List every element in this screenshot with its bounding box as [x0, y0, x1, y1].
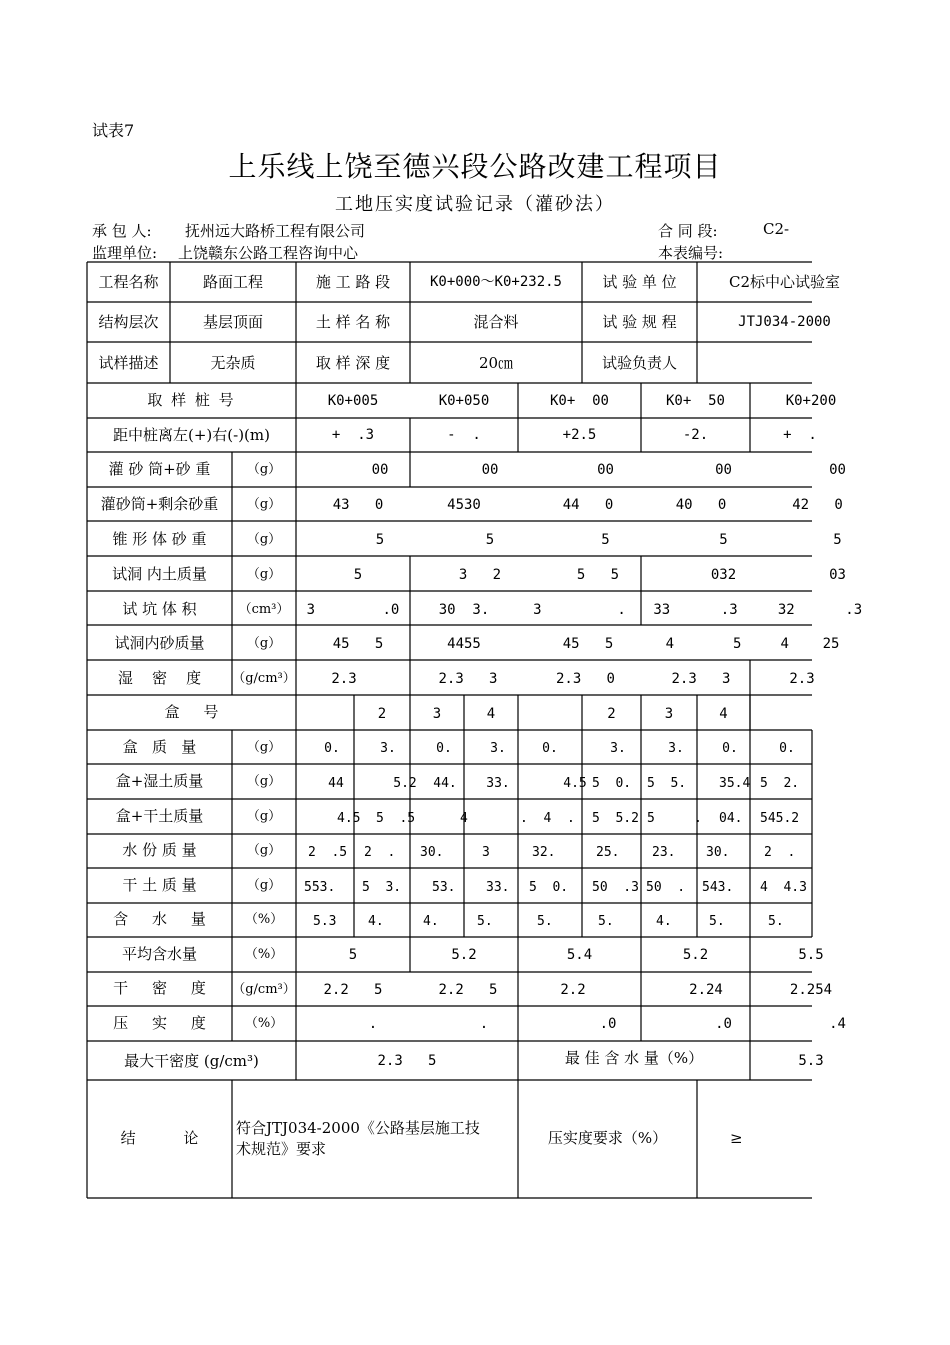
box-number: 2	[377, 706, 387, 722]
cell: 2.3 0	[555, 671, 615, 687]
row-dry-soil-unit: （g）	[246, 878, 282, 893]
cell: 5.	[537, 914, 553, 929]
layer-value: 基层顶面	[202, 313, 263, 331]
cell: 5 0.	[592, 776, 632, 791]
cell: 5.	[477, 914, 493, 929]
cell: 5	[833, 532, 842, 548]
row-wet-density-unit: （g/cm³）	[232, 671, 296, 686]
cell: 543.	[702, 880, 734, 895]
lab-label: 试 验 单 位	[602, 273, 677, 291]
cell: 5 5	[576, 567, 620, 583]
cell: 553.	[304, 880, 336, 895]
cell: 5.	[768, 914, 784, 929]
contractor-label: 承 包 人:	[92, 222, 152, 240]
depth-value: 20㎝	[478, 354, 514, 372]
form-id-label: 本表编号:	[658, 244, 724, 262]
cell: 00	[829, 462, 846, 478]
cell: 3 .	[533, 602, 626, 618]
compaction-req-label: 压实度要求（%）	[547, 1129, 668, 1147]
cell: 0.	[324, 741, 340, 756]
offset-4: -2.	[682, 427, 709, 443]
row-box-mass-label: 盒 质 量	[122, 738, 197, 756]
opt-moisture-label: 最 佳 含 水 量（%）	[564, 1049, 704, 1067]
row-avg-moisture-label: 平均含水量	[121, 945, 197, 963]
cell: 2.3	[331, 671, 357, 687]
cell: 5	[375, 532, 385, 548]
cell: 2.24	[689, 982, 723, 998]
cell: 42 0	[792, 497, 843, 513]
cell: 3.	[380, 741, 396, 756]
cell: 5.2	[451, 947, 477, 963]
cell: 45 5	[562, 636, 614, 652]
cell: .4	[829, 1016, 846, 1032]
cell: 2 .	[364, 845, 396, 860]
cell: 30.	[706, 845, 730, 860]
page-title: 上乐线上饶至德兴段公路改建工程项目	[228, 150, 722, 183]
cell: 5.	[598, 914, 614, 929]
row-dry-soil-label: 干 土 质 量	[122, 876, 197, 894]
cell: 2 .	[764, 845, 796, 860]
cell: 5.2	[682, 947, 709, 963]
cell: 4 4.3	[760, 880, 807, 895]
row-dry-density-unit: （g/cm³）	[232, 982, 296, 997]
cell: 0.	[436, 741, 452, 756]
box-number-label: 盒 号	[164, 703, 219, 721]
row-box-dry-label: 盒+干土质量	[115, 807, 204, 825]
cell: . 4 .	[520, 811, 575, 826]
cell: 4.	[368, 914, 384, 929]
cell: 4 25	[780, 636, 840, 652]
row-dry-density-label: 干 密 度	[113, 979, 206, 997]
cell: 4.5	[563, 776, 587, 791]
cell: 5	[353, 567, 363, 583]
box-number: 3	[432, 706, 442, 722]
row-sand-remain-label: 灌砂筒+剩余砂重	[100, 495, 219, 513]
cell: 5 .	[647, 811, 702, 826]
cell: 5 .5	[376, 811, 416, 826]
cell: 545.2	[760, 811, 800, 826]
cell: 30.	[420, 845, 444, 860]
cell: 32 .3	[777, 602, 863, 618]
conclusion-line-2: 术规范》要求	[236, 1140, 327, 1158]
cell: 3 2	[458, 567, 502, 583]
cell: 45 5	[332, 636, 384, 652]
row-water-mass-unit: （g）	[246, 843, 282, 858]
cell: 32.	[532, 845, 556, 860]
form-number: 试表7	[92, 121, 135, 140]
row-box-mass-unit: （g）	[246, 740, 282, 755]
cell: 2.3	[789, 671, 815, 687]
cell: 5	[719, 532, 728, 548]
project-name-label: 工程名称	[98, 273, 159, 291]
cell: 4 5	[665, 636, 742, 652]
supervisor-label: 监理单位:	[92, 244, 158, 262]
offset-2: - .	[447, 427, 481, 443]
depth-label: 取 样 深 度	[315, 354, 391, 372]
cell: 5 0.	[529, 880, 569, 895]
soil-label: 土 样 名 称	[315, 313, 391, 331]
cell: 0.	[722, 741, 738, 756]
contract-value: C2-	[763, 220, 790, 238]
supervisor-value: 上饶赣东公路工程咨询中心	[178, 244, 359, 262]
station-4: K0+ 50	[665, 393, 725, 409]
row-sand-total-label: 灌 砂 筒+砂 重	[108, 460, 211, 478]
cell: 3.	[668, 741, 684, 756]
cell: .0	[599, 1016, 617, 1032]
soil-value: 混合料	[473, 313, 519, 331]
station-2: K0+050	[438, 393, 490, 409]
cell: 2.2 5	[438, 982, 498, 998]
cell: 0.	[542, 741, 558, 756]
cell: 5.	[709, 914, 725, 929]
row-pit-volume-unit: （cm³）	[238, 602, 290, 617]
cell: 50 .3	[592, 880, 639, 895]
spec-value: JTJ034-2000	[738, 314, 831, 330]
box-number: 3	[664, 706, 674, 722]
cell: 4455	[447, 636, 481, 652]
cell: 5 5.	[647, 776, 687, 791]
cell: 5	[485, 532, 495, 548]
cell: 5.4	[566, 947, 593, 963]
cell: 4.5	[337, 811, 361, 826]
desc-value: 无杂质	[210, 354, 256, 372]
cell: 032	[710, 567, 737, 583]
offset-1: + .3	[331, 427, 375, 443]
cell: 50 .	[646, 880, 686, 895]
cell: 44.	[433, 776, 457, 791]
cell: 0.	[779, 741, 795, 756]
cell: 3	[482, 845, 490, 860]
cell: 04.	[719, 811, 743, 826]
cell: .0	[715, 1016, 732, 1032]
cell: 4	[460, 811, 468, 826]
offset-5: + .	[783, 427, 817, 443]
offset-3: +2.5	[562, 427, 597, 443]
box-number: 4	[486, 706, 496, 722]
cell: 53.	[432, 880, 456, 895]
station-1: K0+005	[327, 393, 379, 409]
row-cone-sand-unit: （g）	[246, 532, 282, 547]
cell: 00	[481, 462, 499, 478]
contractor-value: 抚州远大路桥工程有限公司	[185, 222, 366, 240]
row-moisture-label: 含 水 量	[113, 910, 206, 928]
cell: 4.	[423, 914, 439, 929]
row-moisture-unit: （%）	[244, 912, 284, 927]
project-name-value: 路面工程	[202, 273, 263, 291]
stations-label: 取 样 桩 号	[147, 391, 236, 409]
row-box-wet-unit: （g）	[246, 774, 282, 789]
section-label: 施 工 路 段	[315, 273, 391, 291]
cell: 2.2 5	[323, 982, 383, 998]
cell: 33.	[486, 880, 510, 895]
conclusion-line-1: 符合JTJ034-2000《公路基层施工技	[236, 1119, 480, 1137]
cell: .	[479, 1016, 489, 1032]
max-density-value: 2.3 5	[377, 1053, 437, 1069]
cell: .	[368, 1016, 378, 1032]
cell: 25.	[596, 845, 620, 860]
cell: 5.2	[393, 776, 417, 791]
cell: 2 .5	[308, 845, 348, 860]
row-box-wet-label: 盒+湿土质量	[115, 772, 204, 790]
cell: 3.	[610, 741, 626, 756]
cell: 2.254	[789, 982, 833, 998]
cell: 44	[328, 776, 344, 791]
cell: 5.5	[798, 947, 824, 963]
row-sand-total-unit: （g）	[246, 462, 282, 477]
row-avg-moisture-unit: （%）	[244, 947, 284, 962]
compaction-req-value: ≥	[730, 1129, 743, 1147]
row-hole-soil-label: 试洞 内土质量	[112, 565, 207, 583]
layer-label: 结构层次	[98, 313, 159, 331]
cell: 5 2.	[760, 776, 800, 791]
cell: 40 0	[675, 497, 727, 513]
cell: 5.3	[313, 914, 337, 929]
cell: 43 0	[332, 497, 384, 513]
cell: 35.4	[719, 776, 751, 791]
spec-label: 试 验 规 程	[602, 313, 677, 331]
cell: 03	[829, 567, 846, 583]
contract-label: 合 同 段:	[658, 222, 718, 240]
cell: 23.	[652, 845, 676, 860]
cell: 3.	[490, 741, 506, 756]
row-hole-soil-unit: （g）	[246, 567, 282, 582]
cell: 00	[715, 462, 732, 478]
offset-label: 距中桩离左(+)右(-)(m)	[113, 426, 270, 444]
box-number: 2	[607, 706, 616, 722]
cell: 5	[601, 532, 610, 548]
manager-label: 试验负责人	[601, 354, 677, 372]
row-wet-density-label: 湿 密 度	[117, 669, 202, 687]
cell: 4.	[656, 914, 672, 929]
section-value: K0+000～K0+232.5	[429, 274, 562, 290]
row-water-mass-label: 水 份 质 量	[122, 841, 197, 859]
cell: 00	[597, 462, 614, 478]
cell: 00	[371, 462, 389, 478]
row-hole-sand-label: 试洞内砂质量	[114, 634, 205, 652]
row-cone-sand-label: 锥 形 体 砂 重	[112, 530, 207, 548]
desc-label: 试样描述	[98, 354, 159, 372]
row-pit-volume-label: 试 坑 体 积	[122, 600, 197, 618]
station-3: K0+ 00	[549, 393, 609, 409]
cell: 30 3.	[438, 602, 490, 618]
cell: 33.	[486, 776, 510, 791]
cell: 5	[348, 947, 358, 963]
station-5: K0+200	[785, 393, 837, 409]
opt-moisture-value: 5.3	[798, 1053, 824, 1069]
cell: 3 .0	[306, 602, 400, 618]
row-compaction-label: 压 实 度	[113, 1014, 206, 1032]
row-sand-remain-unit: （g）	[246, 497, 282, 512]
conclusion-label: 结 论	[120, 1129, 199, 1147]
cell: 2.3 3	[438, 671, 498, 687]
cell: 2.2	[560, 982, 586, 998]
cell: 5 5.2	[592, 811, 639, 826]
cell: 2.3 3	[671, 671, 731, 687]
cell: 44 0	[562, 497, 614, 513]
cell: 5 3.	[362, 880, 402, 895]
page-subtitle: 工地压实度试验记录（灌砂法）	[335, 194, 615, 215]
row-compaction-unit: （%）	[244, 1016, 284, 1031]
cell: 33 .3	[653, 602, 738, 618]
cell: 4530	[447, 497, 481, 513]
row-hole-sand-unit: （g）	[246, 636, 282, 651]
row-box-dry-unit: （g）	[246, 809, 282, 824]
max-density-label: 最大干密度 (g/cm³)	[124, 1052, 259, 1070]
box-number: 4	[719, 706, 728, 722]
lab-value: C2标中心试验室	[728, 273, 841, 291]
